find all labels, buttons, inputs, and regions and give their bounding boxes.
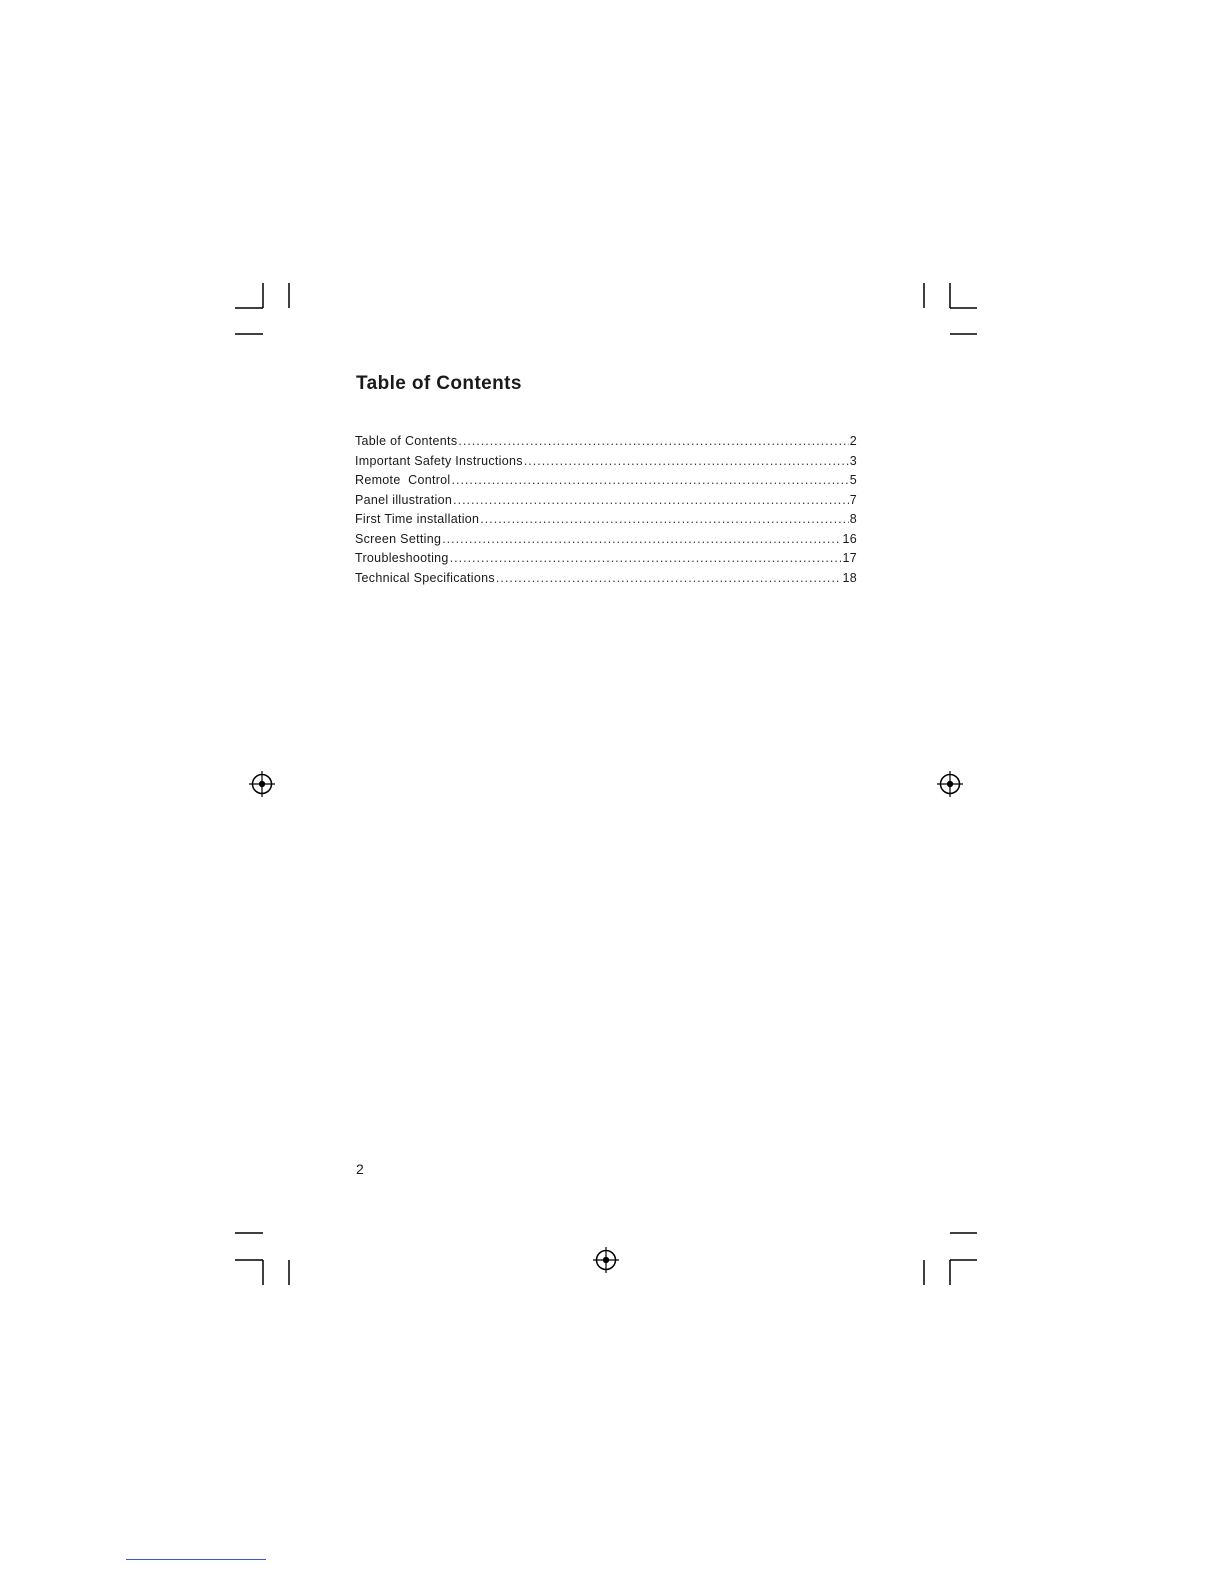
footer-link-rule xyxy=(126,1559,266,1560)
crop-mark-bottom-right-icon xyxy=(915,1228,985,1288)
toc-entry-title: Remote Control xyxy=(355,473,451,487)
toc-entry-page: 3 xyxy=(849,453,857,468)
toc-entry-page: 18 xyxy=(842,570,857,585)
toc-entry-title: Troubleshooting xyxy=(355,551,449,565)
toc-entry-page: 2 xyxy=(849,434,857,448)
toc-entry[interactable] xyxy=(355,569,857,589)
toc-entry-title: Important Safety Instructions xyxy=(355,453,523,468)
toc-entry-title: Table of Contents xyxy=(355,434,458,448)
toc-entry-page: 7 xyxy=(849,492,857,507)
toc-entry[interactable] xyxy=(355,510,857,530)
toc-entry[interactable] xyxy=(355,432,857,452)
toc-leader-dots xyxy=(442,530,841,550)
toc-entry-title: Panel illustration xyxy=(355,492,453,507)
toc-entry[interactable] xyxy=(355,530,857,550)
toc-leader-dots xyxy=(496,569,842,589)
crop-mark-top-right-icon xyxy=(915,280,985,340)
toc-entry[interactable] xyxy=(355,491,857,511)
registration-target-bottom-icon xyxy=(592,1246,620,1274)
registration-target-left-icon xyxy=(248,770,276,798)
toc-entry-title: Technical Specifications xyxy=(355,570,495,585)
toc-entry-title: Screen Setting xyxy=(355,531,442,546)
toc-leader-dots xyxy=(524,452,849,472)
toc-entry[interactable] xyxy=(355,452,857,472)
crop-mark-bottom-left-icon xyxy=(230,1228,300,1288)
toc-leader-dots xyxy=(458,432,848,452)
toc-list xyxy=(355,432,857,588)
page-number: 2 xyxy=(356,1161,364,1177)
registration-target-right-icon xyxy=(936,770,964,798)
page-title: Table of Contents xyxy=(356,373,522,394)
crop-mark-top-left-icon xyxy=(230,280,300,340)
toc-entry[interactable] xyxy=(355,549,857,569)
toc-leader-dots xyxy=(450,549,842,569)
toc-leader-dots xyxy=(452,471,849,491)
toc-entry-title: First Time installation xyxy=(355,512,480,526)
toc-entry-page: 8 xyxy=(849,512,857,526)
toc-leader-dots xyxy=(480,510,848,530)
toc-entry-page: 5 xyxy=(849,473,857,487)
toc-entry[interactable] xyxy=(355,471,857,491)
toc-entry-page: 17 xyxy=(842,551,857,565)
toc-leader-dots xyxy=(453,491,849,511)
toc-entry-page: 16 xyxy=(842,531,857,546)
